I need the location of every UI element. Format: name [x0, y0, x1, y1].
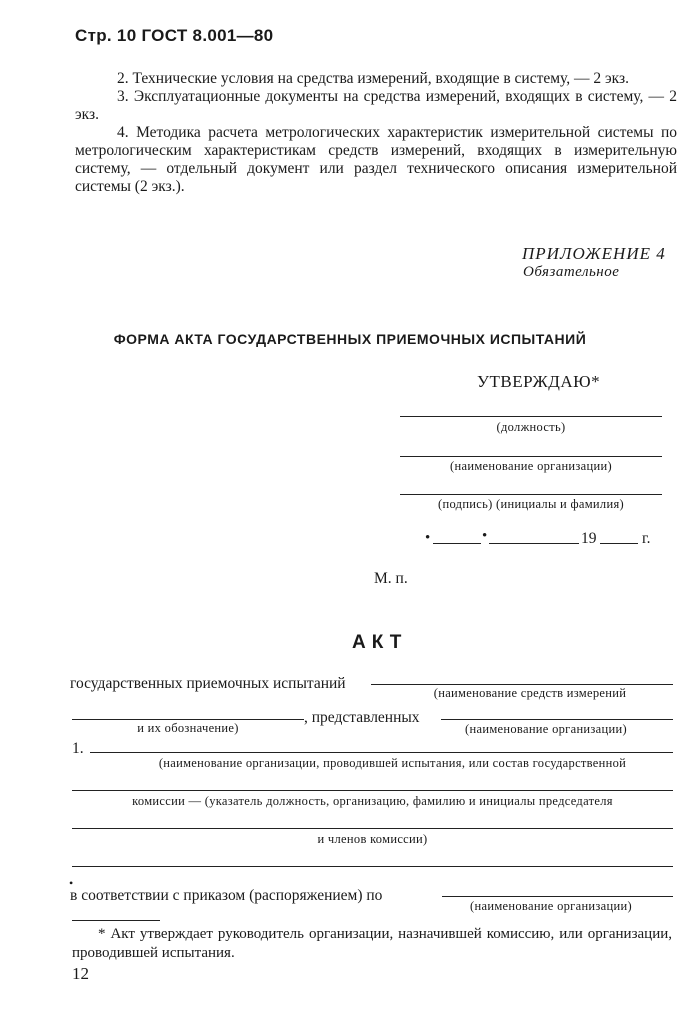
act-order-caption: (наименование организации) [470, 899, 632, 913]
page-number: 12 [72, 964, 89, 983]
act-order-text: в соответствии с приказом (распоряжением) по [70, 887, 383, 904]
approval-heading: УТВЕРЖДАЮ* [477, 372, 601, 391]
date-suffix: г. [642, 530, 651, 547]
position-line [400, 416, 662, 417]
appendix-title: ПРИЛОЖЕНИЕ 4 [522, 244, 666, 263]
act-line5-caption: и членов комиссии) [317, 832, 428, 846]
act-line4-caption: комиссии — (указатель должность, организацию, фамилию и инициалы председателя [132, 794, 613, 808]
list-item: 4. Методика расчета метрологических характеристик измерительной системы по метрологическим характеристикам средств измерений, входящих в измерительную систему, — отдельный документ или раздел технического описания измерительной системы (2 экз.). [75, 124, 677, 195]
act-title: АКТ [352, 632, 408, 653]
act-line1-caption: (наименование средств измерений [433, 686, 627, 700]
act-line5 [72, 828, 673, 829]
appendix-subtitle: Обязательное [523, 264, 620, 280]
act-line2-caption-left: и их обозначение) [137, 721, 239, 735]
act-line1 [371, 684, 673, 685]
act-line3 [90, 752, 673, 753]
act-line1-text: государственных приемочных испытаний [70, 675, 346, 692]
act-line2-left [72, 719, 304, 720]
organization-line [400, 456, 662, 457]
list-item: 3. Эксплуатационные документы на средства измерений, входящих в систему, — 2 экз. [75, 88, 677, 123]
date-year: 19 [581, 530, 597, 547]
signature-line [400, 494, 662, 495]
act-line4 [72, 790, 673, 791]
act-line2-right [441, 719, 673, 720]
organization-caption: (наименование организации) [450, 459, 612, 473]
act-line3-caption: (наименование организации, проводившей испытания, или состав государственной [158, 756, 627, 770]
seal-place: М. п. [374, 570, 408, 587]
list-item: 2. Технические условия на средства измерений, входящие в систему, — 2 экз. [117, 70, 629, 87]
act-line2-caption-right: (наименование организации) [465, 722, 627, 736]
approval-date: • • 19 г. [425, 528, 651, 547]
page-header: Стр. 10 ГОСТ 8.001—80 [75, 26, 274, 45]
requirements-list [75, 70, 677, 196]
act-line2-text: , представленных [304, 709, 420, 726]
position-caption: (должность) [496, 420, 566, 434]
footnote-rule [72, 920, 160, 921]
act-line3-number: 1. [72, 740, 84, 757]
act-line6 [72, 866, 673, 867]
footnote: * Акт утверждает руководитель организации, назначившей комиссию, или организации, проводившей испытания. [72, 926, 672, 961]
signature-caption: (подпись) (инициалы и фамилия) [438, 497, 624, 511]
act-order-line [442, 896, 673, 897]
form-title: ФОРМА АКТА ГОСУДАРСТВЕННЫХ ПРИЕМОЧНЫХ ИСПЫТАНИЙ [113, 331, 587, 347]
